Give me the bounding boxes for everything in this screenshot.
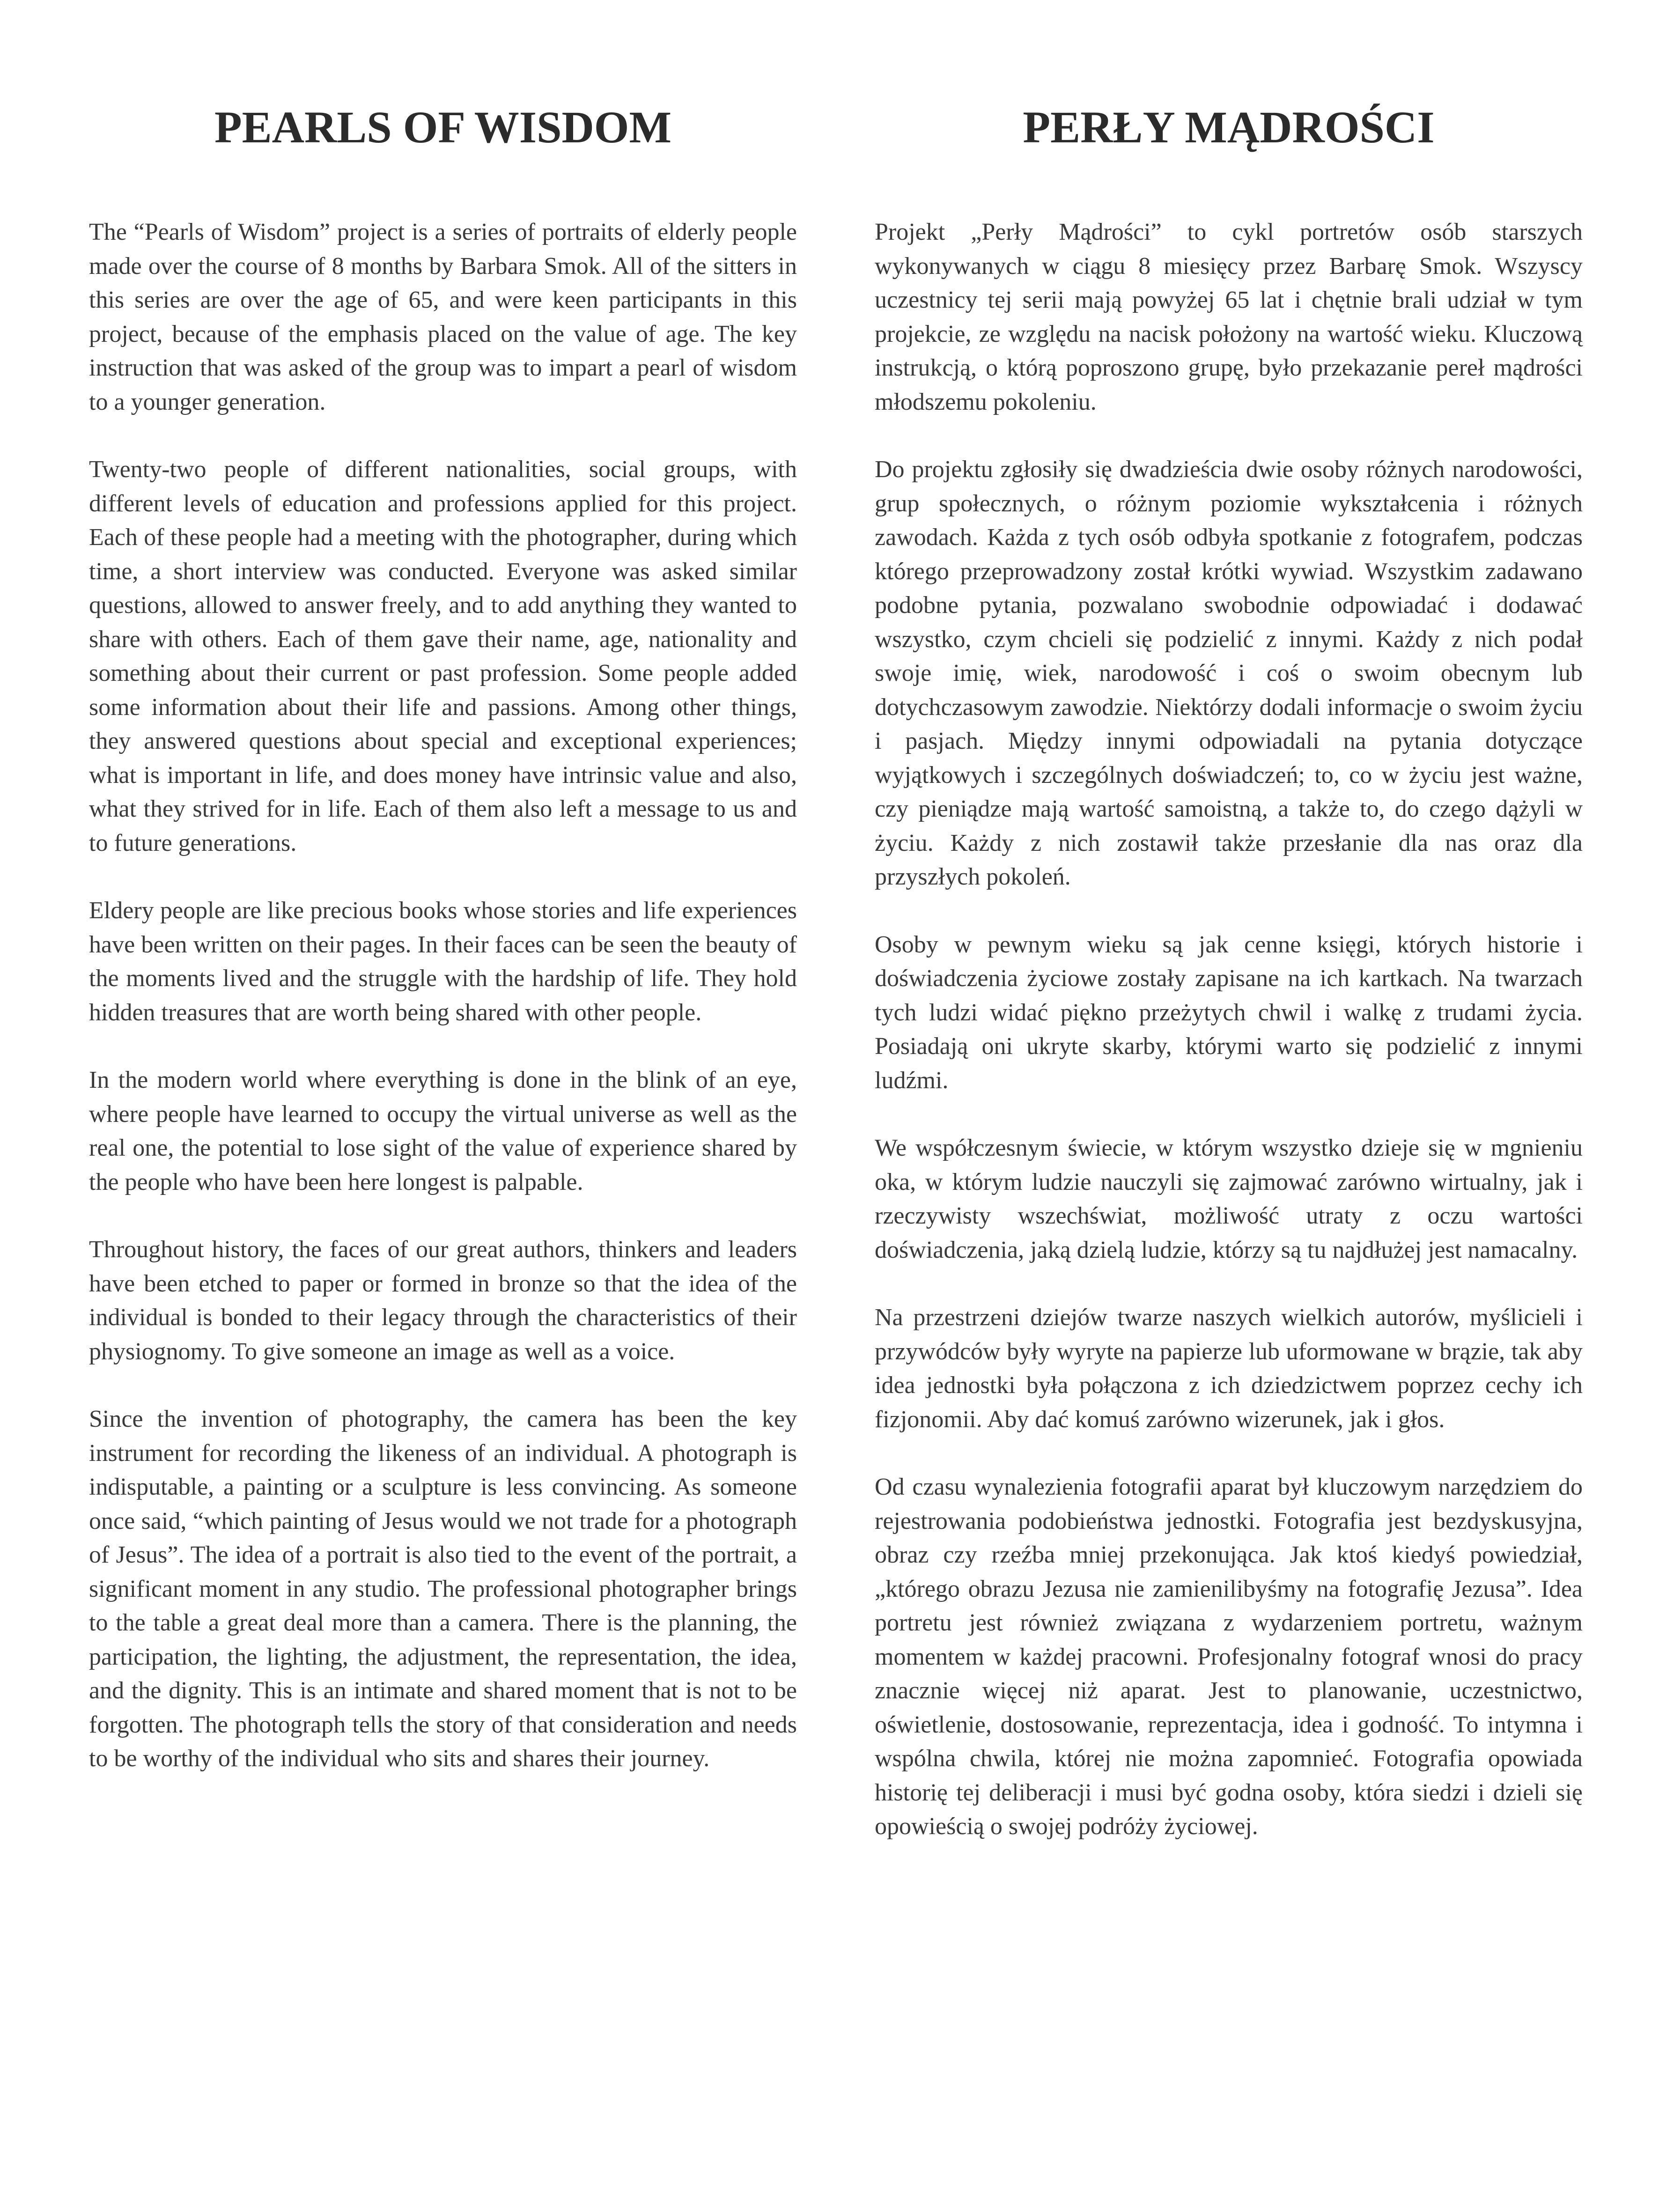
- polish-paragraph-2: Do projektu zgłosiły się dwadzieścia dwie osoby różnych narodowości, grup społecznych, o różnym poziomie wykształcenia i różnych zawodach. Każda z tych osób odbyła spotkanie z fotografem, podczas którego przeprowadzony został krótki wywiad. Wszystkim zadawano podobne pytania, pozwalano swobodnie odpowiadać i dodawać wszystko, czym chcieli się podzielić z innymi. Każdy z nich podał swoje imię, wiek, narodowość i coś o swoim obecnym lub dotychczasowym zawodzie. Niektórzy dodali informacje o swoim życiu i pasjach. Między innymi odpowiadali na pytania dotyczące wyjątkowych i szczególnych doświadczeń; to, co w życiu jest ważne, czy pieniądze mają wartość samoistną, a także to, do czego dążyli w życiu. Każdy z nich zostawił także przesłanie dla nas oraz dla przyszłych pokoleń.: [875, 456, 1583, 890]
- english-paragraph-6: Since the invention of photography, the camera has been the key instrument for recording the likeness of an individual. A photograph is indisputable, a painting or a sculpture is less convincing. As someone once said, “which painting of Jesus would we not trade for a photograph of Jesus”. The idea of a portrait is also tied to the event of the portrait, a significant moment in any studio. The professional photographer brings to the table a great deal more than a camera. There is the planning, the participation, the lighting, the adjustment, the representation, the idea, and the dignity. This is an intimate and shared moment that is not to be forgotten. The photograph tells the story of that consideration and needs to be worthy of the individual who sits and shares their journey.: [89, 1406, 797, 1772]
- english-body: [89, 215, 797, 1810]
- polish-paragraph-5: Na przestrzeni dziejów twarze naszych wielkich autorów, myślicieli i przywódców były wyryte na papierze lub uformowane w brązie, tak aby idea jednostki była połączona z ich dziedzictwem poprzez cechy ich fizjonomii. Aby dać komuś zarówno wizerunek, jak i głos.: [875, 1304, 1583, 1433]
- polish-paragraph-3: Osoby w pewnym wieku są jak cenne księgi, których historie i doświadczenia życiowe zostały zapisane na ich kartkach. Na twarzach tych ludzi widać piękno przeżytych chwil i walkę z trudami życia. Posiadają oni ukryte skarby, którymi warto się podzielić z innymi ludźmi.: [875, 931, 1583, 1094]
- polish-paragraph-6: Od czasu wynalezienia fotografii aparat był kluczowym narzędziem do rejestrowania podobieństwa jednostki. Fotografia jest bezdyskusyjna, obraz czy rzeźba mniej przekonująca. Jak ktoś kiedyś powiedział, „którego obrazu Jezusa nie zamienilibyśmy na fotografię Jezusa”. Idea portretu jest również związana z wydarzeniem portretu, ważnym momentem w każdej pracowni. Profesjonalny fotograf wnosi do pracy znacznie więcej niż aparat. Jest to planowanie, uczestnictwo, oświetlenie, dostosowanie, reprezentacja, idea i godność. To intymna i wspólna chwila, której nie można zapomnieć. Fotografia opowiada historię tej deliberacji i musi być godna osoby, która siedzi i dzieli się opowieścią o swojej podróży życiowej.: [875, 1474, 1583, 1840]
- polish-paragraph-4: We współczesnym świecie, w którym wszystko dzieje się w mgnieniu oka, w którym ludzie nauczyli się zajmować zarówno wirtualny, jak i rzeczywisty wszechświat, możliwość utraty z oczu wartości doświadczenia, jaką dzielą ludzie, którzy są tu najdłużej jest namacalny.: [875, 1135, 1583, 1263]
- english-paragraph-3: Eldery people are like precious books whose stories and life experiences have been written on their pages. In their faces can be seen the beauty of the moments lived and the struggle with the hardship of life. They hold hidden treasures that are worth being shared with other people.: [89, 897, 797, 1026]
- polish-title: PERŁY MĄDROŚCI: [1023, 102, 1435, 152]
- english-paragraph-5: Throughout history, the faces of our great authors, thinkers and leaders have been etched to paper or formed in bronze so that the idea of the individual is bonded to their legacy through the characteristics of their physiognomy. To give someone an image as well as a voice.: [89, 1236, 797, 1365]
- english-paragraph-4: In the modern world where everything is done in the blink of an eye, where people have learned to occupy the virtual universe as well as the real one, the potential to lose sight of the value of experience shared by the people who have been here longest is palpable.: [89, 1067, 797, 1195]
- english-paragraph-2: Twenty-two people of different nationalities, social groups, with different levels of education and professions applied for this project. Each of these people had a meeting with the photographer, during which time, a short interview was conducted. Everyone was asked similar questions, allowed to answer freely, and to add anything they wanted to share with others. Each of them gave their name, age, nationality and something about their current or past profession. Some people added some information about their life and passions. Among other things, they answered questions about special and exceptional experiences; what is important in life, and does money have intrinsic value and also, what they strived for in life. Each of them also left a message to us and to future generations.: [89, 456, 797, 856]
- english-title: PEARLS OF WISDOM: [214, 102, 672, 152]
- polish-body: [875, 215, 1583, 1878]
- polish-paragraph-1: Projekt „Perły Mądrości” to cykl portretów osób starszych wykonywanych w ciągu 8 miesięcy przez Barbarę Smok. Wszyscy uczestnicy tej serii mają powyżej 65 lat i chętnie brali udział w tym projekcie, ze względu na nacisk położony na wartość wieku. Kluczową instrukcją, o którą poproszono grupę, było przekazanie pereł mądrości młodszemu pokoleniu.: [875, 219, 1583, 415]
- english-paragraph-1: The “Pearls of Wisdom” project is a series of portraits of elderly people made over the course of 8 months by Barbara Smok. All of the sitters in this series are over the age of 65, and were keen participants in this project, because of the emphasis placed on the value of age. The key instruction that was asked of the group was to impart a pearl of wisdom to a younger generation.: [89, 219, 797, 415]
